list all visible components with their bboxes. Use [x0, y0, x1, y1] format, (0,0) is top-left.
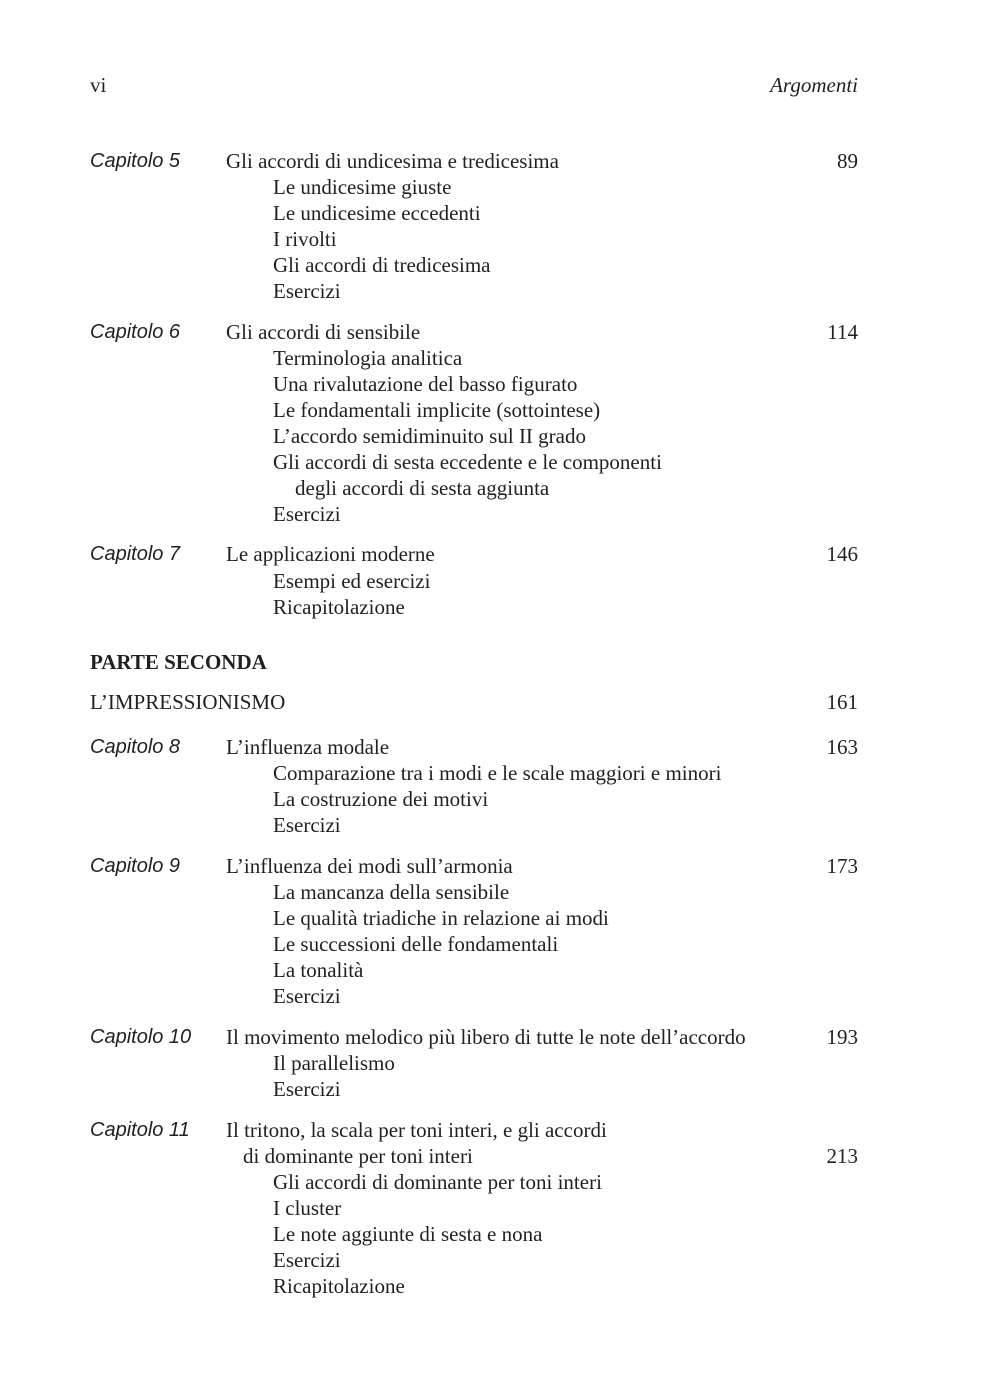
section-item: La mancanza della sensibile: [273, 880, 510, 904]
chapter-page: 146: [826, 542, 858, 566]
section-item: Le undicesime giuste: [273, 175, 452, 199]
chapter-label: Capitolo 10: [90, 1026, 192, 1048]
part-heading: PARTE SECONDA: [90, 650, 267, 674]
section-item: Le fondamentali implicite (sottointese): [273, 398, 601, 422]
chapter-page: 213: [826, 1144, 858, 1168]
section-item: L’accordo semidiminuito sul II grado: [273, 424, 586, 448]
section-item: La tonalità: [273, 958, 364, 982]
chapter-page: 193: [826, 1025, 858, 1049]
section-item: Esercizi: [273, 1248, 341, 1272]
section-item: La costruzione dei motivi: [273, 787, 489, 811]
section-item: Esercizi: [273, 502, 341, 526]
section-item: I cluster: [273, 1196, 342, 1220]
section-item: Gli accordi di dominante per toni interi: [273, 1170, 602, 1194]
section-item: Terminologia analitica: [273, 346, 463, 370]
chapter-label: Capitolo 6: [90, 321, 181, 343]
chapter-label: Capitolo 9: [90, 855, 181, 877]
section-item: Esercizi: [273, 279, 341, 303]
section-item: I rivolti: [273, 227, 337, 251]
section-item: Il parallelismo: [273, 1051, 395, 1075]
chapter-title-continuation: di dominante per toni interi: [243, 1144, 473, 1168]
section-item: Gli accordi di tredicesima: [273, 253, 491, 277]
running-title: Argomenti: [770, 73, 858, 97]
chapter-label: Capitolo 5: [90, 150, 181, 172]
section-item: Ricapitolazione: [273, 1274, 405, 1298]
section-item: Esercizi: [273, 813, 341, 837]
chapter-title: Il tritono, la scala per toni interi, e gli accordi: [226, 1118, 607, 1142]
chapter-label: Capitolo 7: [90, 543, 181, 565]
chapter-page: 163: [826, 735, 858, 759]
section-item: Le qualità triadiche in relazione ai modi: [273, 906, 609, 930]
chapter-title: L’influenza dei modi sull’armonia: [226, 854, 513, 878]
section-item: Comparazione tra i modi e le scale maggiori e minori: [273, 761, 722, 785]
chapter-page: 89: [837, 149, 858, 173]
section-item: Gli accordi di sesta eccedente e le componenti: [273, 450, 662, 474]
chapter-page: 114: [827, 320, 858, 344]
section-item: Le note aggiunte di sesta e nona: [273, 1222, 543, 1246]
section-item: Esercizi: [273, 1077, 341, 1101]
chapter-label: Capitolo 11: [90, 1119, 190, 1141]
part-page: 161: [826, 690, 858, 714]
section-item-continuation: degli accordi di sesta aggiunta: [295, 476, 550, 500]
section-item: Le undicesime eccedenti: [273, 201, 481, 225]
chapter-label: Capitolo 8: [90, 736, 181, 758]
section-item: Una rivalutazione del basso figurato: [273, 372, 578, 396]
page-number: vi: [90, 73, 107, 97]
chapter-title: Gli accordi di undicesima e tredicesima: [226, 149, 559, 173]
section-item: Esempi ed esercizi: [273, 569, 431, 593]
chapter-page: 173: [826, 854, 858, 878]
section-item: Ricapitolazione: [273, 595, 405, 619]
chapter-title: Il movimento melodico più libero di tutte le note dell’accordo: [226, 1025, 746, 1049]
section-item: Le successioni delle fondamentali: [273, 932, 559, 956]
chapter-title: Le applicazioni moderne: [226, 542, 435, 566]
section-item: Esercizi: [273, 984, 341, 1008]
part-title: L’IMPRESSIONISMO: [90, 690, 286, 714]
chapter-title: L’influenza modale: [226, 735, 390, 759]
chapter-title: Gli accordi di sensibile: [226, 320, 421, 344]
